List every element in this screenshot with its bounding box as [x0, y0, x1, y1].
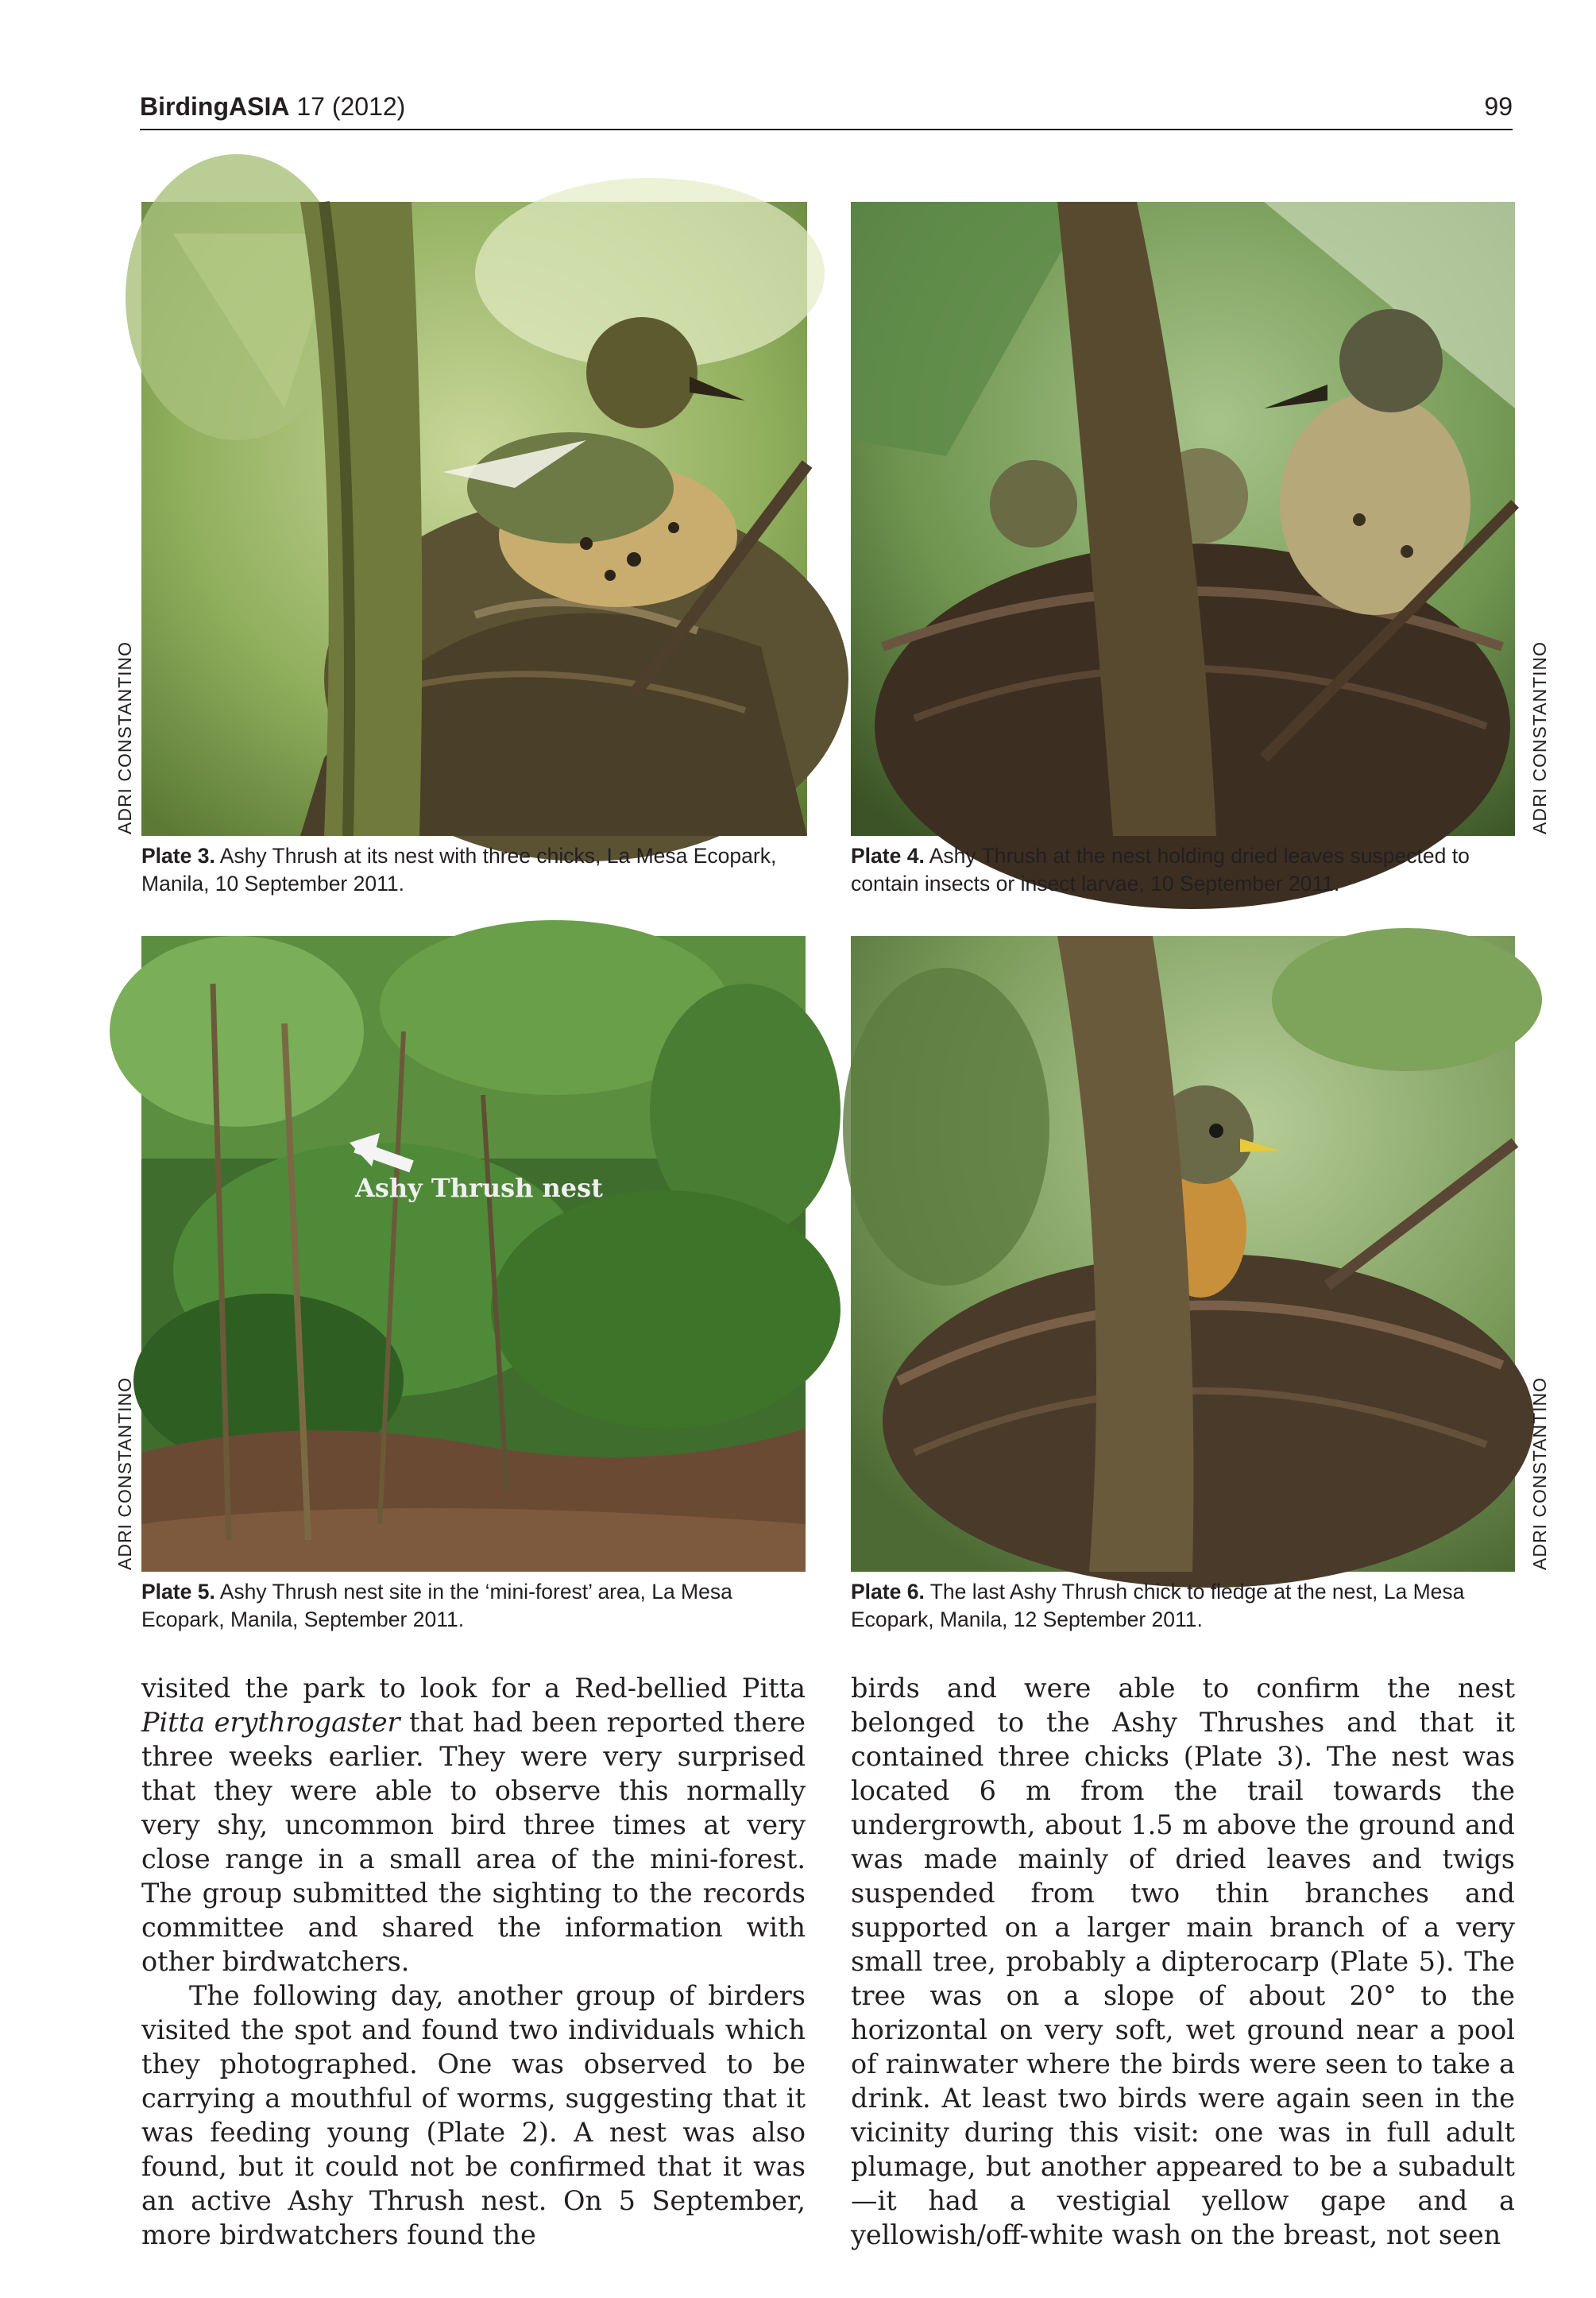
photo-credit-plate-5: ADRI CONSTANTINO — [114, 1376, 135, 1570]
running-header — [140, 89, 1513, 130]
page-number: 99 — [1484, 92, 1513, 121]
body-column-right — [851, 1671, 1515, 2250]
plate-6-caption-text: The last Ashy Thrush chick to fledge at the nest, La Mesa Ecopark, Manila, 12 September 2011. — [851, 1580, 1465, 1631]
plate-4-caption — [851, 842, 1518, 898]
plate-3-caption — [141, 842, 809, 898]
photo-label-ashy-thrush-nest: Ashy Thrush nest — [355, 1173, 603, 1203]
body-text: visited the park to look for a Red-bellied Pitta — [141, 1673, 806, 1704]
plate-3-label: Plate 3. — [141, 844, 215, 868]
body-paragraph — [141, 1671, 806, 1979]
body-column-left — [141, 1671, 806, 2250]
journal-name: BirdingASIA — [140, 92, 290, 121]
body-paragraph: The following day, another group of birders visited the spot and found two individuals which they photographed. One was observed to be carrying a mouthful of worms, suggesting that it was feeding young (Plate 2). A nest was also found, but it could not be confirmed that it was an active Ashy Thrush nest. On 5 September, more birdwatchers found the — [141, 1980, 806, 2250]
photo-credit-plate-4: ADRI CONSTANTINO — [1529, 640, 1550, 834]
plate-5-label: Plate 5. — [141, 1580, 215, 1604]
plate-4-label: Plate 4. — [851, 844, 925, 868]
body-text: that had been reported there three weeks earlier. They were very surprised that they were able to observe this normally very shy, uncommon bird three times at very close range in a small area of the mini-forest. The group submitted the sighting to the records committee and shared the information with other birdwatchers. — [141, 1707, 806, 1977]
plate-6-label: Plate 6. — [851, 1580, 925, 1604]
plate-4-caption-text: Ashy Thrush at the nest holding dried leaves suspected to contain insects or insect larvae, 10 September 2011. — [851, 844, 1470, 896]
photo-credit-plate-3: ADRI CONSTANTINO — [114, 640, 135, 834]
body-paragraph: birds and were able to confirm the nest belonged to the Ashy Thrushes and that it contained three chicks (Plate 3). The nest was located 6 m from the trail towards the undergrowth, about 1.5 m above the ground and was made mainly of dried leaves and twigs suspended from two thin branches and supported on a larger main branch of a very small tree, probably a dipterocarp (Plate 5). The tree was on a slope of about 20° to the horizontal on very soft, wet ground near a pool of rainwater where the birds were seen to take a drink. At least two birds were again seen in the vicinity during this visit: one was in full adult plumage, but another appeared to be a subadult—it had a vestigial yellow gape and a yellowish/off-white wash on the breast, not seen — [851, 1673, 1515, 2250]
journal-issue: 17 (2012) — [296, 92, 406, 121]
plate-3-caption-text: Ashy Thrush at its nest with three chicks, La Mesa Ecopark, Manila, 10 September 2011. — [141, 844, 777, 896]
photo-credit-plate-6: ADRI CONSTANTINO — [1529, 1376, 1550, 1570]
plate-5-caption-text: Ashy Thrush nest site in the ‘mini-forest’ area, La Mesa Ecopark, Manila, September 2011. — [141, 1580, 732, 1631]
plate-4-photo — [851, 202, 1515, 836]
journal-title — [140, 92, 405, 122]
plate-5-photo — [141, 936, 806, 1572]
species-name: Pitta erythrogaster — [141, 1707, 400, 1738]
plate-6-photo — [851, 936, 1515, 1572]
plate-3-photo — [141, 202, 807, 836]
plate-6-caption — [851, 1578, 1518, 1634]
plate-5-caption — [141, 1578, 809, 1634]
